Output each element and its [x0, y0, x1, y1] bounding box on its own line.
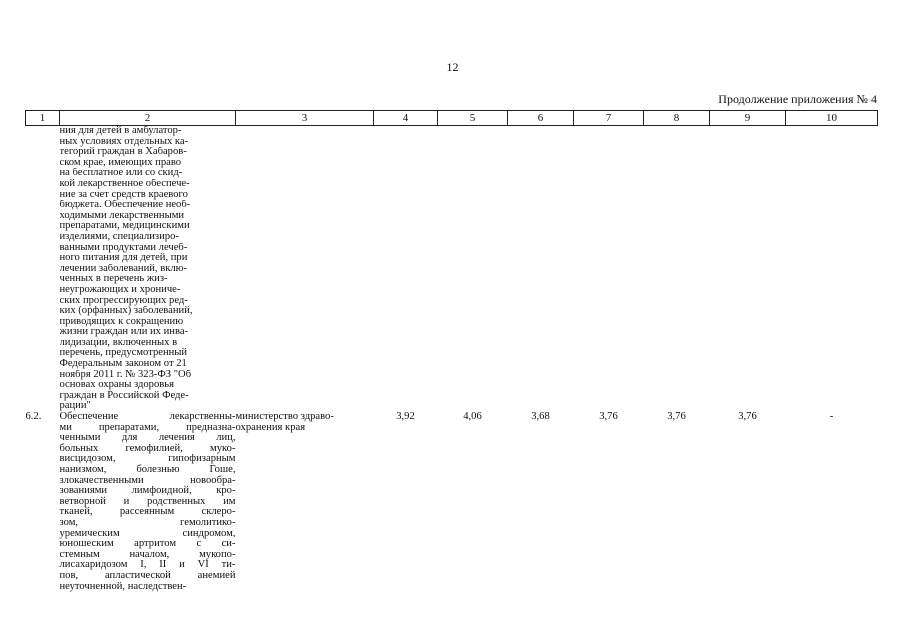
text-line: неуточненной, наследствен-: [59, 581, 187, 592]
value-cell: [786, 126, 878, 413]
row-number: [26, 126, 60, 413]
value-cell: 3,76: [738, 411, 757, 423]
text-line: рации": [59, 401, 91, 412]
appendix-table: [25, 110, 878, 592]
text-line: больных гемофилией, муко-: [59, 442, 236, 454]
text-line: ния для детей в амбулатор-: [59, 126, 182, 136]
text-line: основах охраны здоровья: [59, 380, 174, 391]
column-header: 8: [644, 111, 710, 126]
column-header: 9: [710, 111, 786, 126]
column-header: 5: [438, 111, 508, 126]
text-line: ких (орфанных) заболеваний,: [59, 306, 193, 317]
value-cell: -: [829, 411, 834, 423]
text-line: ветворной и родственных им: [59, 495, 236, 507]
text-line: тегорий граждан в Хабаров-: [59, 147, 187, 158]
text-line: ванными продуктами лечеб-: [59, 242, 188, 253]
column-header: 6: [508, 111, 574, 126]
text-line: ние за счет средств краевого: [59, 189, 188, 200]
text-line: кой лекарственное обеспече-: [59, 178, 190, 189]
text-line: лидизации, включенных в: [59, 337, 178, 348]
text-line: ных условиях отдельных ка-: [59, 136, 189, 147]
text-line: препаратами, медицинскими: [59, 221, 190, 232]
value-cell: 4,06: [463, 411, 482, 423]
text-line: тканей, рассеянным склеро-: [59, 506, 236, 518]
text-line: пов, апластической анемией: [59, 569, 236, 581]
value-cell: 3,68: [531, 411, 550, 423]
text-line: ноября 2011 г. № 323-ФЗ "Об: [59, 369, 192, 380]
appendix-continuation-label: Продолжение приложения № 4: [718, 92, 877, 106]
text-line: бюджета. Обеспечение необ-: [59, 200, 191, 211]
value-cell: [710, 126, 786, 413]
text-line: ми препаратами, предназна-: [59, 421, 236, 433]
text-line: зованиями лимфоидной, кро-: [59, 485, 236, 497]
measure-description: [60, 126, 236, 413]
text-line: нанизмом, болезнью Гоше,: [59, 464, 236, 475]
value-cell: [374, 126, 438, 413]
column-header: 1: [26, 111, 60, 126]
text-line: перечень, предусмотренный: [59, 348, 188, 359]
column-header: 2: [60, 111, 236, 126]
text-line: злокачественными новообра-: [59, 474, 236, 486]
text-line: граждан в Российской Феде-: [59, 390, 189, 401]
text-line: ного питания для детей, при: [59, 253, 188, 264]
measure-description: [60, 412, 236, 592]
text-line: неугрожающих и хрониче-: [59, 284, 181, 295]
table-row: [26, 412, 878, 592]
text-line: охранения края: [235, 422, 306, 433]
table-header-row: [26, 111, 878, 126]
value-cell: 3,76: [599, 411, 618, 423]
text-line: лисахаридозом I, II и VI ти-: [59, 559, 236, 571]
value-cell: [574, 126, 644, 413]
value-cell: [438, 126, 508, 413]
table-row: [26, 126, 878, 413]
text-line: Федеральным законом от 21: [59, 359, 187, 370]
text-line: Обеспечение лекарственны-: [59, 411, 236, 423]
page-number: 12: [446, 60, 459, 74]
value-cell: [508, 126, 574, 413]
text-line: юношеским артритом с си-: [59, 538, 236, 550]
text-line: стемным началом, мукопо-: [59, 548, 236, 560]
row-number: 6.2.: [25, 411, 42, 423]
column-header: 7: [574, 111, 644, 126]
text-line: ском крае, имеющих право: [59, 157, 182, 168]
text-line: ходимыми лекарственными: [59, 210, 185, 221]
text-line: уремическим синдромом,: [59, 527, 236, 539]
text-line: ских прогрессирующих ред-: [59, 295, 188, 306]
executor: [236, 412, 374, 592]
value-cell: 3,76: [667, 411, 686, 423]
value-cell: 3,92: [396, 411, 415, 423]
text-line: зом, гемолитико-: [59, 516, 236, 528]
value-cell: [644, 126, 710, 413]
text-line: ченных в перечень жиз-: [59, 274, 168, 285]
text-line: ченными для лечения лиц,: [59, 432, 236, 444]
text-line: министерство здраво-: [235, 412, 334, 423]
column-header: 10: [786, 111, 878, 126]
text-line: лечении заболеваний, вклю-: [59, 263, 188, 274]
text-line: висцидозом, гипофизарным: [59, 453, 236, 465]
text-line: на бесплатное или со скид-: [59, 168, 183, 179]
executor: [236, 126, 374, 413]
text-line: изделиями, специализиро-: [59, 231, 179, 242]
column-header: 3: [236, 111, 374, 126]
column-header: 4: [374, 111, 438, 126]
text-line: жизни граждан или их инва-: [59, 327, 189, 338]
text-line: приводящих к сокращению: [59, 316, 184, 327]
